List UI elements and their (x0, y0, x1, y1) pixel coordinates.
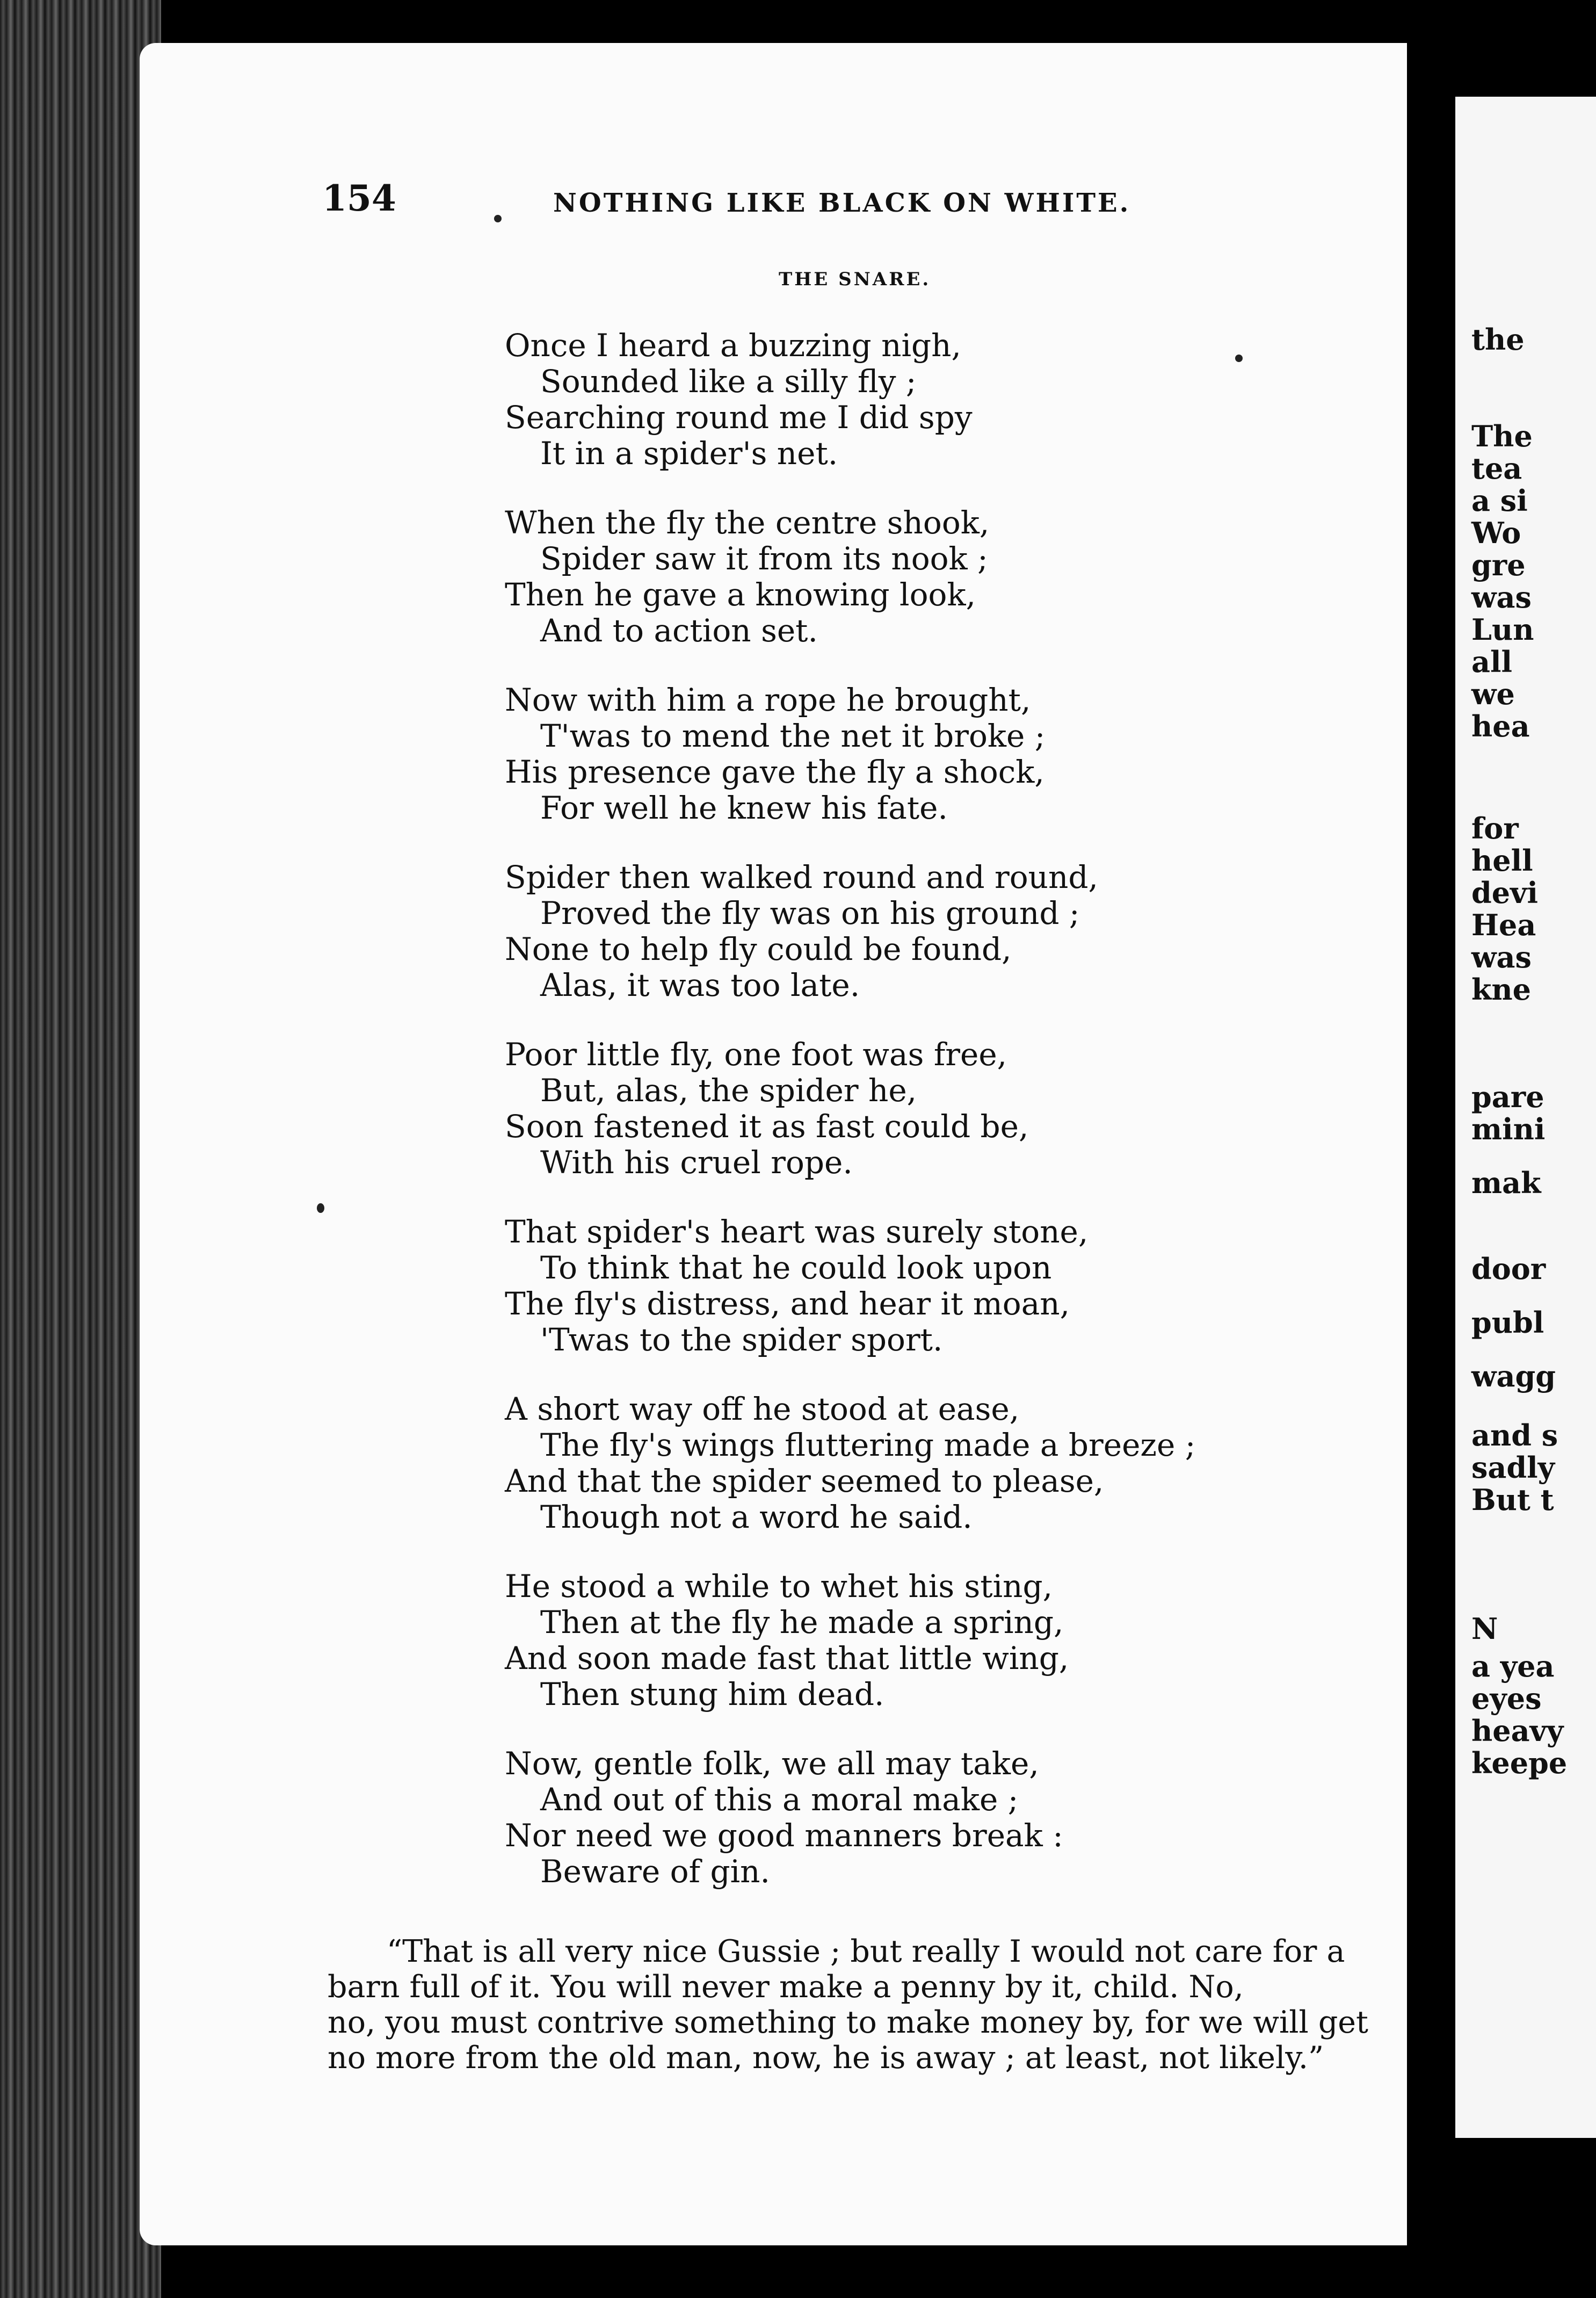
facing-page-fragment: and s (1471, 1418, 1558, 1452)
poem-stanza (505, 859, 1364, 1003)
poem-line: And that the spider seemed to please, (505, 1463, 1104, 1499)
poem-line: Spider then walked round and round, (505, 859, 1098, 895)
poem-stanza (505, 1746, 1364, 1890)
poem-stanza (505, 1214, 1364, 1358)
poem-line: That spider's heart was surely stone, (505, 1213, 1089, 1250)
facing-page-fragment: heavy (1471, 1714, 1564, 1748)
poem-line: Proved the fly was on his ground ; (540, 895, 1080, 931)
facing-page-fragment: eyes (1471, 1681, 1542, 1716)
poem-line: With his cruel rope. (540, 1144, 853, 1181)
facing-page-fragment: The (1471, 419, 1533, 453)
facing-page-fragment: for (1471, 811, 1519, 846)
facing-page-fragment: all (1471, 645, 1513, 679)
prose-line: no, you must contrive something to make money by, for we will get (328, 2005, 1368, 2040)
facing-page-fragment: gre (1471, 548, 1526, 582)
facing-page-fragment: mak (1471, 1166, 1541, 1200)
facing-page-fragment: sadly (1471, 1450, 1555, 1485)
poem-line: The fly's distress, and hear it moan, (505, 1285, 1070, 1322)
poem-line: Sounded like a silly fly ; (540, 363, 917, 400)
ink-speck (1235, 355, 1243, 362)
facing-page-fragment: N (1471, 1612, 1498, 1646)
facing-page-fragment: Lun (1471, 612, 1534, 647)
poem-line: Then he gave a knowing look, (505, 576, 976, 613)
poem-line: Now with him a rope he brought, (505, 682, 1031, 718)
facing-page-fragment: mini (1471, 1112, 1546, 1146)
facing-page-fragment: publ (1471, 1305, 1544, 1340)
poem-line: A short way off he stood at ease, (505, 1391, 1020, 1427)
poem-line: Beware of gin. (540, 1853, 770, 1890)
facing-page-fragment: door (1471, 1252, 1546, 1286)
poem-line: Now, gentle folk, we all may take, (505, 1745, 1039, 1782)
poem-stanza (505, 682, 1364, 826)
page-edge-scan (0, 0, 161, 2298)
poem-line: When the fly the centre shook, (505, 504, 990, 541)
prose-line: “That is all very nice Gussie ; but really I would not care for a (387, 1934, 1345, 1969)
facing-page-fragment: But t (1471, 1483, 1554, 1517)
ink-speck (494, 215, 502, 222)
poem-line: Once I heard a buzzing nigh, (505, 327, 961, 364)
poem-line: None to help fly could be found, (505, 931, 1012, 967)
poem-line: Then at the fly he made a spring, (540, 1604, 1064, 1641)
prose-paragraph (328, 1934, 1407, 2076)
facing-page-fragment: was (1471, 580, 1532, 615)
poem-line: His presence gave the fly a shock, (505, 754, 1044, 790)
facing-page-fragment: Hea (1471, 908, 1536, 942)
poem-line: He stood a while to whet his sting, (505, 1568, 1053, 1605)
facing-page-fragment: wagg (1471, 1359, 1556, 1393)
facing-page-fragment: keepe (1471, 1746, 1568, 1780)
facing-page-fragment: was (1471, 940, 1532, 974)
facing-page-fragment: pare (1471, 1080, 1544, 1114)
poem-stanza (505, 1037, 1364, 1181)
poem-line: Though not a word he said. (540, 1499, 973, 1535)
poem-line: Alas, it was too late. (540, 967, 860, 1003)
poem-line: For well he knew his fate. (540, 790, 948, 826)
poem-line: To think that he could look upon (540, 1249, 1052, 1286)
facing-page-fragment: Wo (1471, 516, 1521, 550)
poem-stanza (505, 1391, 1364, 1535)
poem-line: Searching round me I did spy (505, 399, 973, 436)
facing-page-fragment: hell (1471, 843, 1533, 878)
poem-title: THE SNARE. (779, 269, 931, 290)
running-title: NOTHING LIKE BLACK ON WHITE. (553, 188, 1131, 218)
facing-page-fragment: the (1471, 322, 1525, 357)
book-gutter (1407, 0, 1455, 2298)
facing-page-fragment: kne (1471, 972, 1532, 1007)
poem-line: And to action set. (540, 612, 818, 649)
facing-page-fragment: we (1471, 677, 1515, 711)
poem-line: Spider saw it from its nook ; (540, 540, 988, 577)
facing-page-fragment: a yea (1471, 1649, 1555, 1683)
poem-stanza (505, 505, 1364, 649)
poem-line: Soon fastened it as fast could be, (505, 1108, 1029, 1145)
poem-line: But, alas, the spider he, (540, 1072, 917, 1109)
facing-page-fragment: a si (1471, 483, 1528, 518)
poem-line: It in a spider's net. (540, 435, 838, 472)
ink-speck (317, 1203, 324, 1213)
poem-line: And soon made fast that little wing, (505, 1640, 1069, 1676)
facing-page-fragment: tea (1471, 451, 1522, 486)
facing-page-fragment: hea (1471, 709, 1530, 743)
poem-line: Poor little fly, one foot was free, (505, 1036, 1007, 1073)
poem-line: The fly's wings fluttering made a breeze ; (540, 1427, 1196, 1463)
facing-page-fragment: devi (1471, 876, 1539, 910)
prose-line: barn full of it. You will never make a penny by it, child. No, (328, 1969, 1244, 2005)
poem-line: T'was to mend the net it broke ; (540, 718, 1046, 754)
prose-line: no more from the old man, now, he is away ; at least, not likely.” (328, 2040, 1324, 2076)
facing-page (1455, 97, 1596, 2138)
poem-line: Nor need we good manners break : (505, 1817, 1063, 1854)
poem-stanza (505, 328, 1364, 472)
poem (505, 328, 1364, 1923)
poem-line: Then stung him dead. (540, 1676, 884, 1712)
poem-stanza (505, 1569, 1364, 1712)
poem-line: And out of this a moral make ; (540, 1781, 1019, 1818)
poem-line: 'Twas to the spider sport. (540, 1321, 943, 1358)
page-number: 154 (322, 177, 396, 219)
